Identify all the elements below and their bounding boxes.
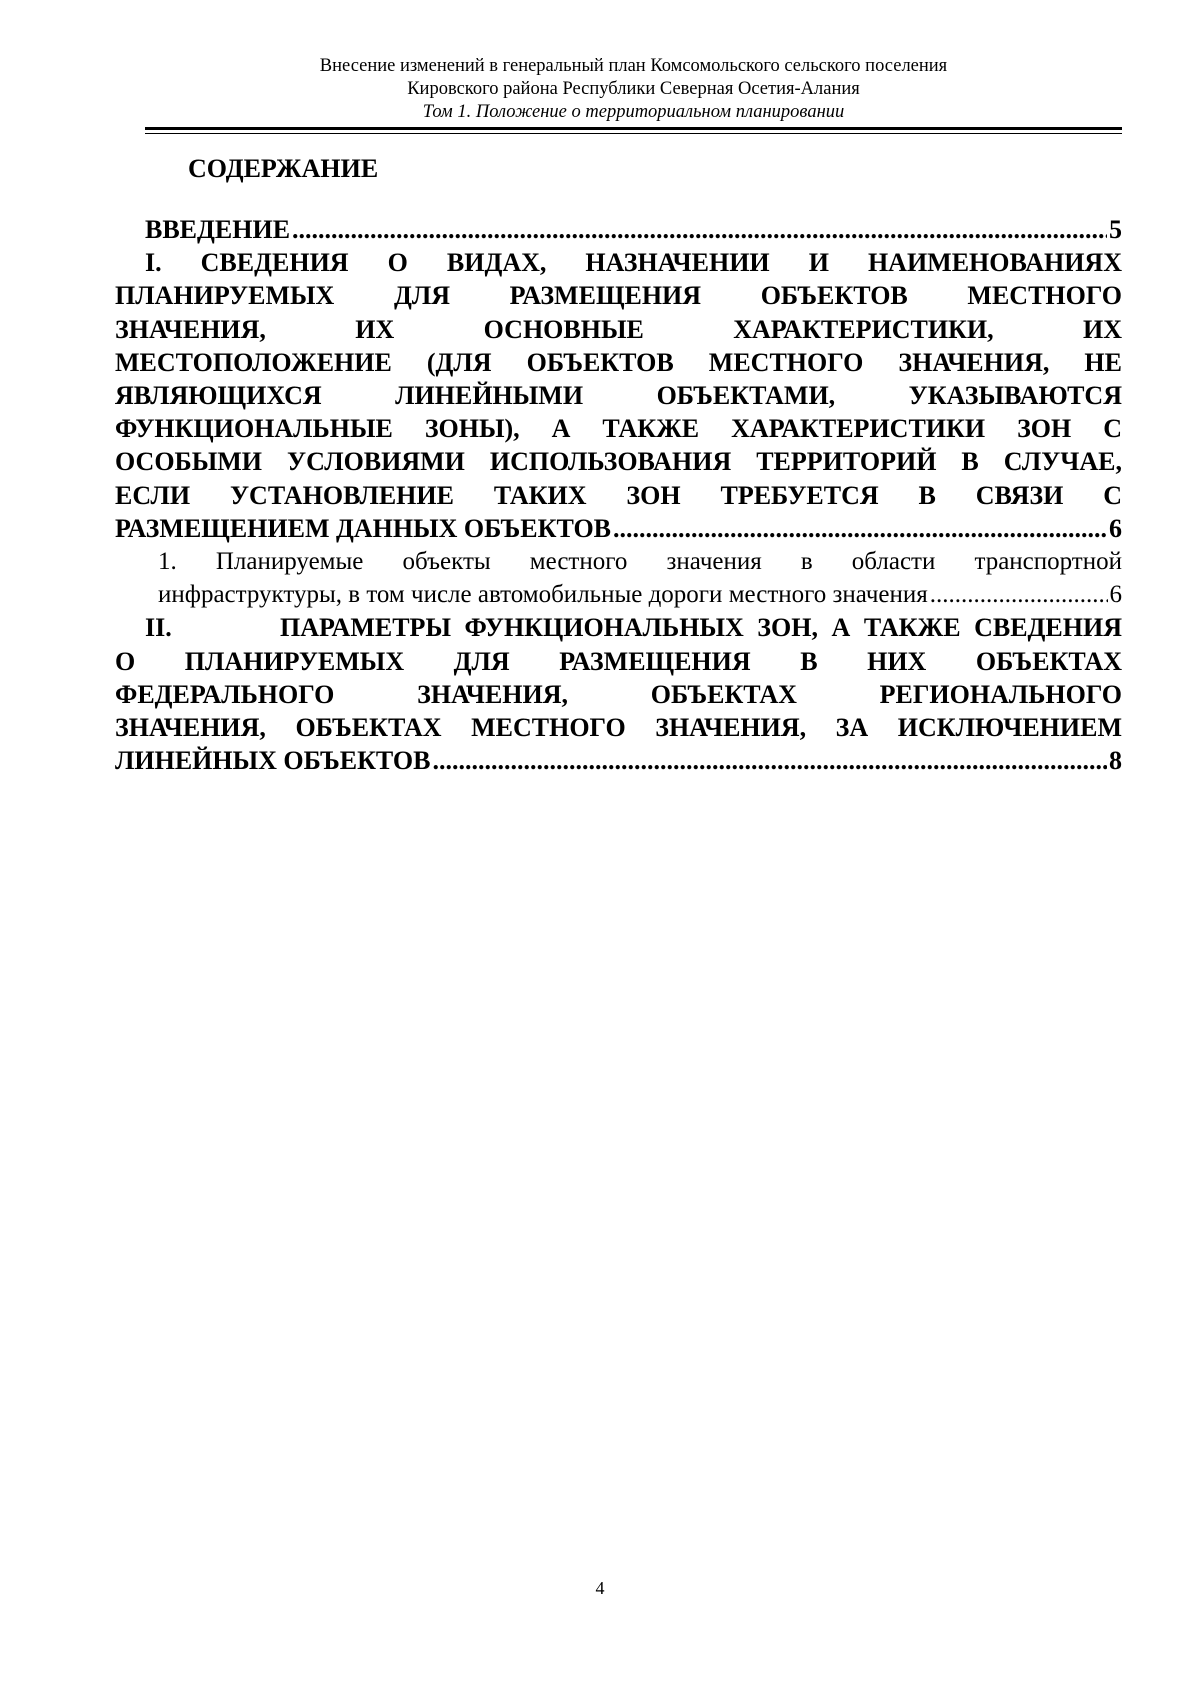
toc-entry-line: О ПЛАНИРУЕМЫХ ДЛЯ РАЗМЕЩЕНИЯ В НИХ ОБЪЕКТАХ bbox=[115, 646, 1122, 676]
page-header bbox=[145, 55, 1122, 124]
toc-entry-line: ЗНАЧЕНИЯ, ОБЪЕКТАХ МЕСТНОГО ЗНАЧЕНИЯ, ЗА ИСКЛЮЧЕНИЕМ bbox=[115, 713, 1122, 743]
toc-entry-line: МЕСТОПОЛОЖЕНИЕ (ДЛЯ ОБЪЕКТОВ МЕСТНОГО ЗНАЧЕНИЯ, НЕ bbox=[115, 347, 1122, 377]
page-number: 4 bbox=[595, 1578, 605, 1598]
toc-entry-line: I. СВЕДЕНИЯ О ВИДАХ, НАЗНАЧЕНИИ И НАИМЕНОВАНИЯХ bbox=[145, 248, 1122, 278]
toc-entry-line: РАЗМЕЩЕНИЕМ ДАННЫХ ОБЪЕКТОВ bbox=[115, 513, 612, 543]
toc-entry-subsection-1[interactable] bbox=[115, 545, 1122, 611]
toc-entry-label: ВВЕДЕНИЕ bbox=[145, 215, 291, 244]
header-line-3: Том 1. Положение о территориальном планировании bbox=[422, 102, 845, 122]
toc-title: СОДЕРЖАНИЕ bbox=[188, 154, 379, 183]
dot-leader bbox=[433, 744, 1108, 777]
header-rule-thick bbox=[145, 127, 1122, 130]
toc-entry-line: II. ПАРАМЕТРЫ ФУНКЦИОНАЛЬНЫХ ЗОН, А ТАКЖЕ СВЕДЕНИЯ bbox=[145, 613, 1122, 643]
toc-entry-line: ЗНАЧЕНИЯ, ИХ ОСНОВНЫЕ ХАРАКТЕРИСТИКИ, ИХ bbox=[115, 314, 1122, 344]
header-line-2: Кировского района Республики Северная Осетия-Алания bbox=[407, 79, 860, 99]
toc-entry-line: ЕСЛИ УСТАНОВЛЕНИЕ ТАКИХ ЗОН ТРЕБУЕТСЯ В СВЯЗИ С bbox=[115, 480, 1122, 510]
table-of-contents bbox=[115, 213, 1122, 777]
toc-entry-section-2[interactable] bbox=[115, 611, 1122, 777]
toc-entry-line: ОСОБЫМИ УСЛОВИЯМИ ИСПОЛЬЗОВАНИЯ ТЕРРИТОРИЙ В СЛУЧАЕ, bbox=[115, 447, 1122, 477]
toc-entry-line: ЛИНЕЙНЫХ ОБЪЕКТОВ bbox=[115, 746, 431, 776]
toc-entry-line: ФЕДЕРАЛЬНОГО ЗНАЧЕНИЯ, ОБЪЕКТАХ РЕГИОНАЛЬНОГО bbox=[115, 679, 1122, 709]
dot-leader bbox=[613, 512, 1107, 545]
toc-entry-line: ЯВЛЯЮЩИХСЯ ЛИНЕЙНЫМИ ОБЪЕКТАМИ, УКАЗЫВАЮТСЯ bbox=[115, 381, 1122, 411]
toc-page-number: 5 bbox=[1109, 215, 1122, 244]
toc-page-number: 6 bbox=[1109, 513, 1122, 543]
toc-entry-intro[interactable] bbox=[115, 213, 1122, 246]
toc-entry-section-1[interactable] bbox=[115, 246, 1122, 545]
dot-leader bbox=[292, 213, 1107, 246]
toc-page-number: 8 bbox=[1109, 746, 1122, 776]
dot-leader bbox=[930, 578, 1108, 611]
toc-entry-line: инфраструктуры, в том числе автомобильные дороги местного значения bbox=[158, 581, 928, 609]
toc-entry-line: ПЛАНИРУЕМЫХ ДЛЯ РАЗМЕЩЕНИЯ ОБЪЕКТОВ МЕСТНОГО bbox=[115, 281, 1122, 311]
toc-entry-line: ФУНКЦИОНАЛЬНЫЕ ЗОНЫ), А ТАКЖЕ ХАРАКТЕРИСТИКИ ЗОН С bbox=[115, 414, 1122, 444]
toc-entry-line: 1. Планируемые объекты местного значения в области транспортной bbox=[158, 548, 1122, 576]
header-line-1: Внесение изменений в генеральный план Комсомольского сельского поселения bbox=[319, 56, 948, 76]
toc-page-number: 6 bbox=[1109, 581, 1122, 609]
header-rule-thin bbox=[145, 133, 1122, 134]
